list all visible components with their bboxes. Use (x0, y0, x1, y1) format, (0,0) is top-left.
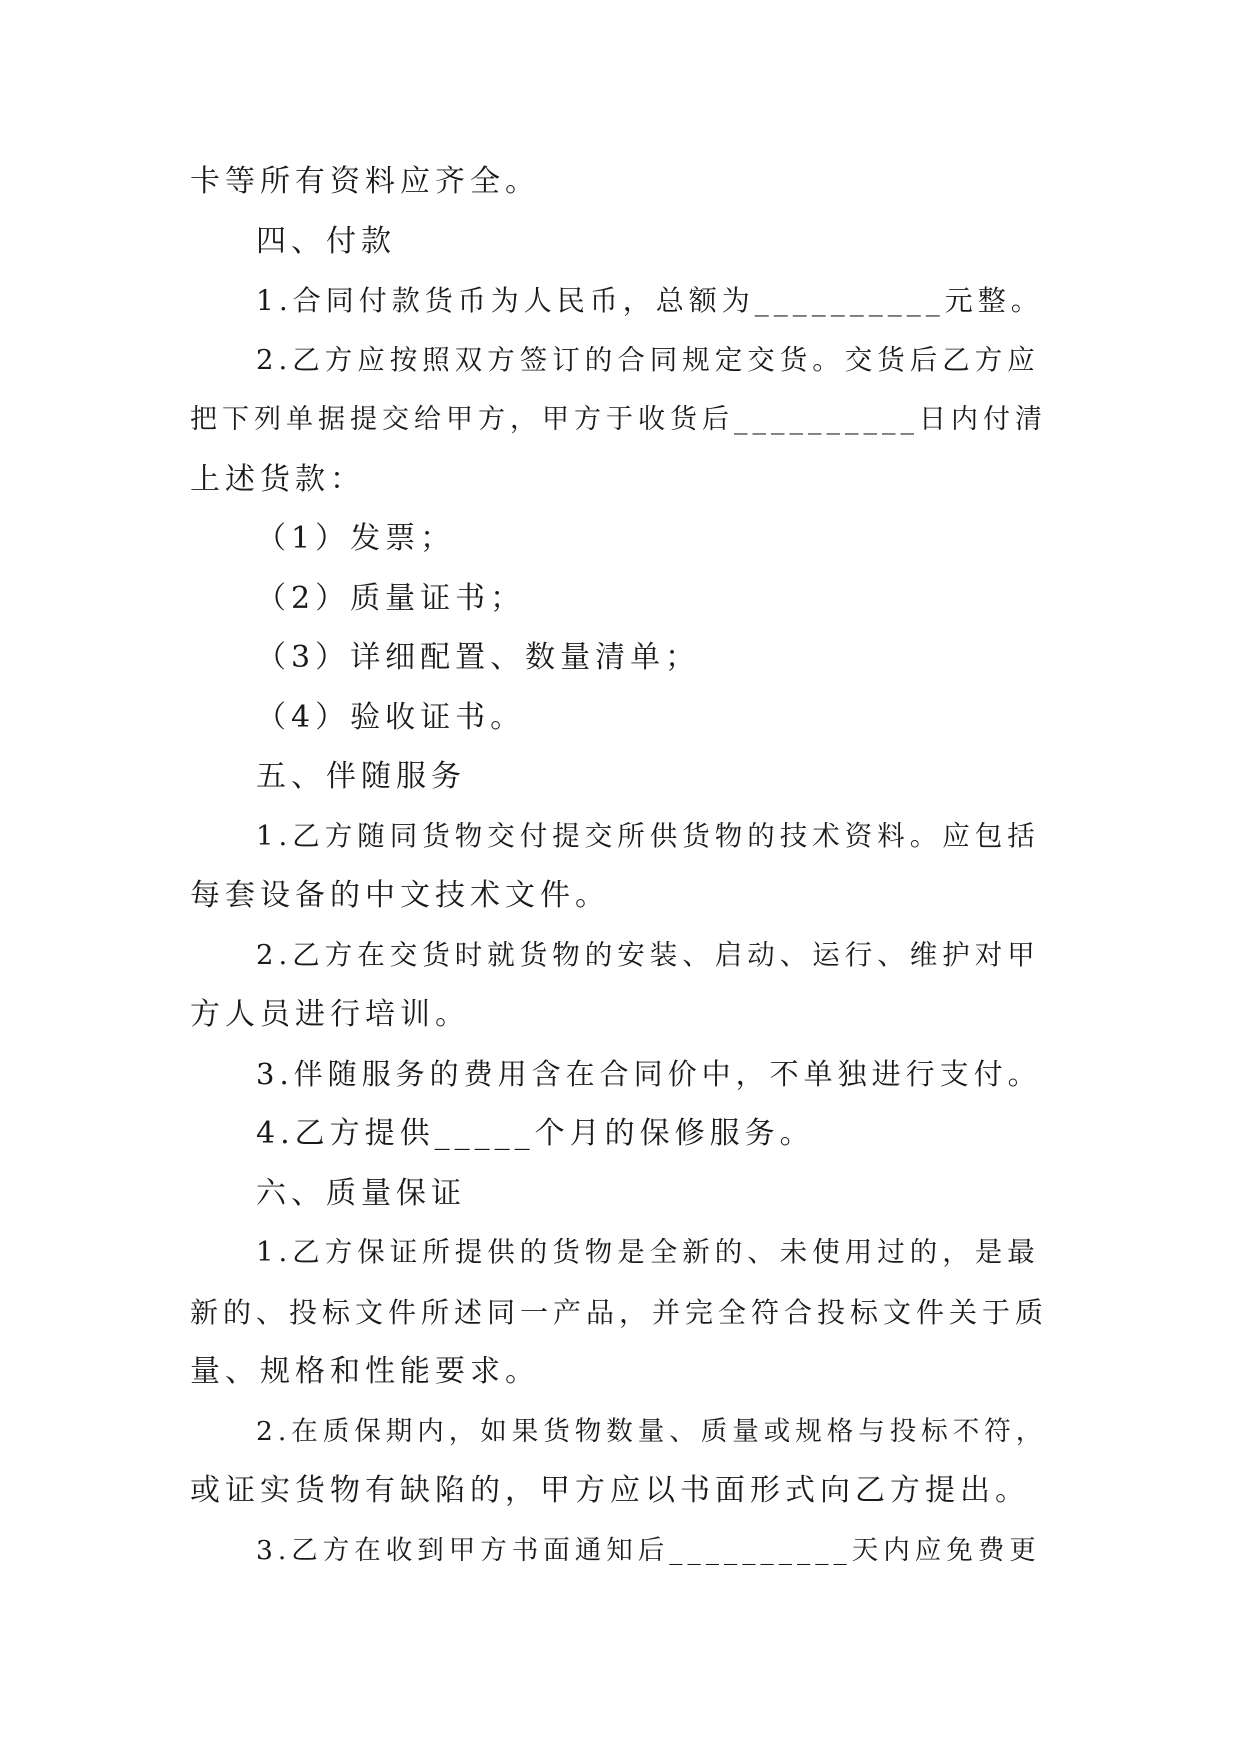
text-line: 卡等所有资料应齐全。 (190, 164, 540, 199)
text-line: 3.乙方在收到甲方书面通知后__________天内应免费更 (256, 1534, 1041, 1566)
text-line: 方人员进行培训。 (190, 997, 470, 1032)
list-item: （4）验收证书。 (256, 699, 526, 735)
text-line: 1.合同付款货币为人民币，总额为__________元整。 (256, 284, 1044, 317)
text-line: 每套设备的中文技术文件。 (190, 878, 610, 913)
text-line: 1.乙方随同货物交付提交所供货物的技术资料。应包括 (256, 819, 1040, 852)
text-line: 新的、投标文件所述同一产品，并完全符合投标文件关于质 (190, 1295, 1049, 1329)
text-line: 上述货款： (190, 461, 365, 497)
list-item: （3）详细配置、数量清单； (256, 640, 701, 675)
list-item: （2）质量证书； (256, 580, 526, 616)
text-line: 1.乙方保证所提供的货物是全新的、未使用过的，是最 (256, 1236, 1040, 1268)
section-heading: 六、质量保证 (256, 1175, 466, 1211)
list-item: （1）发票； (256, 521, 456, 556)
text-line: 2.乙方应按照双方签订的合同规定交货。交货后乙方应 (256, 343, 1040, 376)
text-line: 2.在质保期内，如果货物数量、质量或规格与投标不符， (256, 1415, 1048, 1447)
section-heading: 四、付款 (256, 223, 396, 259)
text-line: 或证实货物有缺陷的，甲方应以书面形式向乙方提出。 (190, 1473, 1030, 1508)
document-body (190, 152, 1050, 1580)
text-line: 把下列单据提交给甲方，甲方于收货后__________日内付清 (190, 404, 1047, 435)
section-heading: 五、伴随服务 (256, 759, 466, 794)
text-line: 4.乙方提供_____个月的保修服务。 (256, 1116, 815, 1151)
text-line: 2.乙方在交货时就货物的安装、启动、运行、维护对甲 (256, 938, 1040, 971)
text-line: 量、规格和性能要求。 (190, 1354, 540, 1389)
text-line: 3.伴随服务的费用含在合同价中，不单独进行支付。 (256, 1056, 1042, 1091)
